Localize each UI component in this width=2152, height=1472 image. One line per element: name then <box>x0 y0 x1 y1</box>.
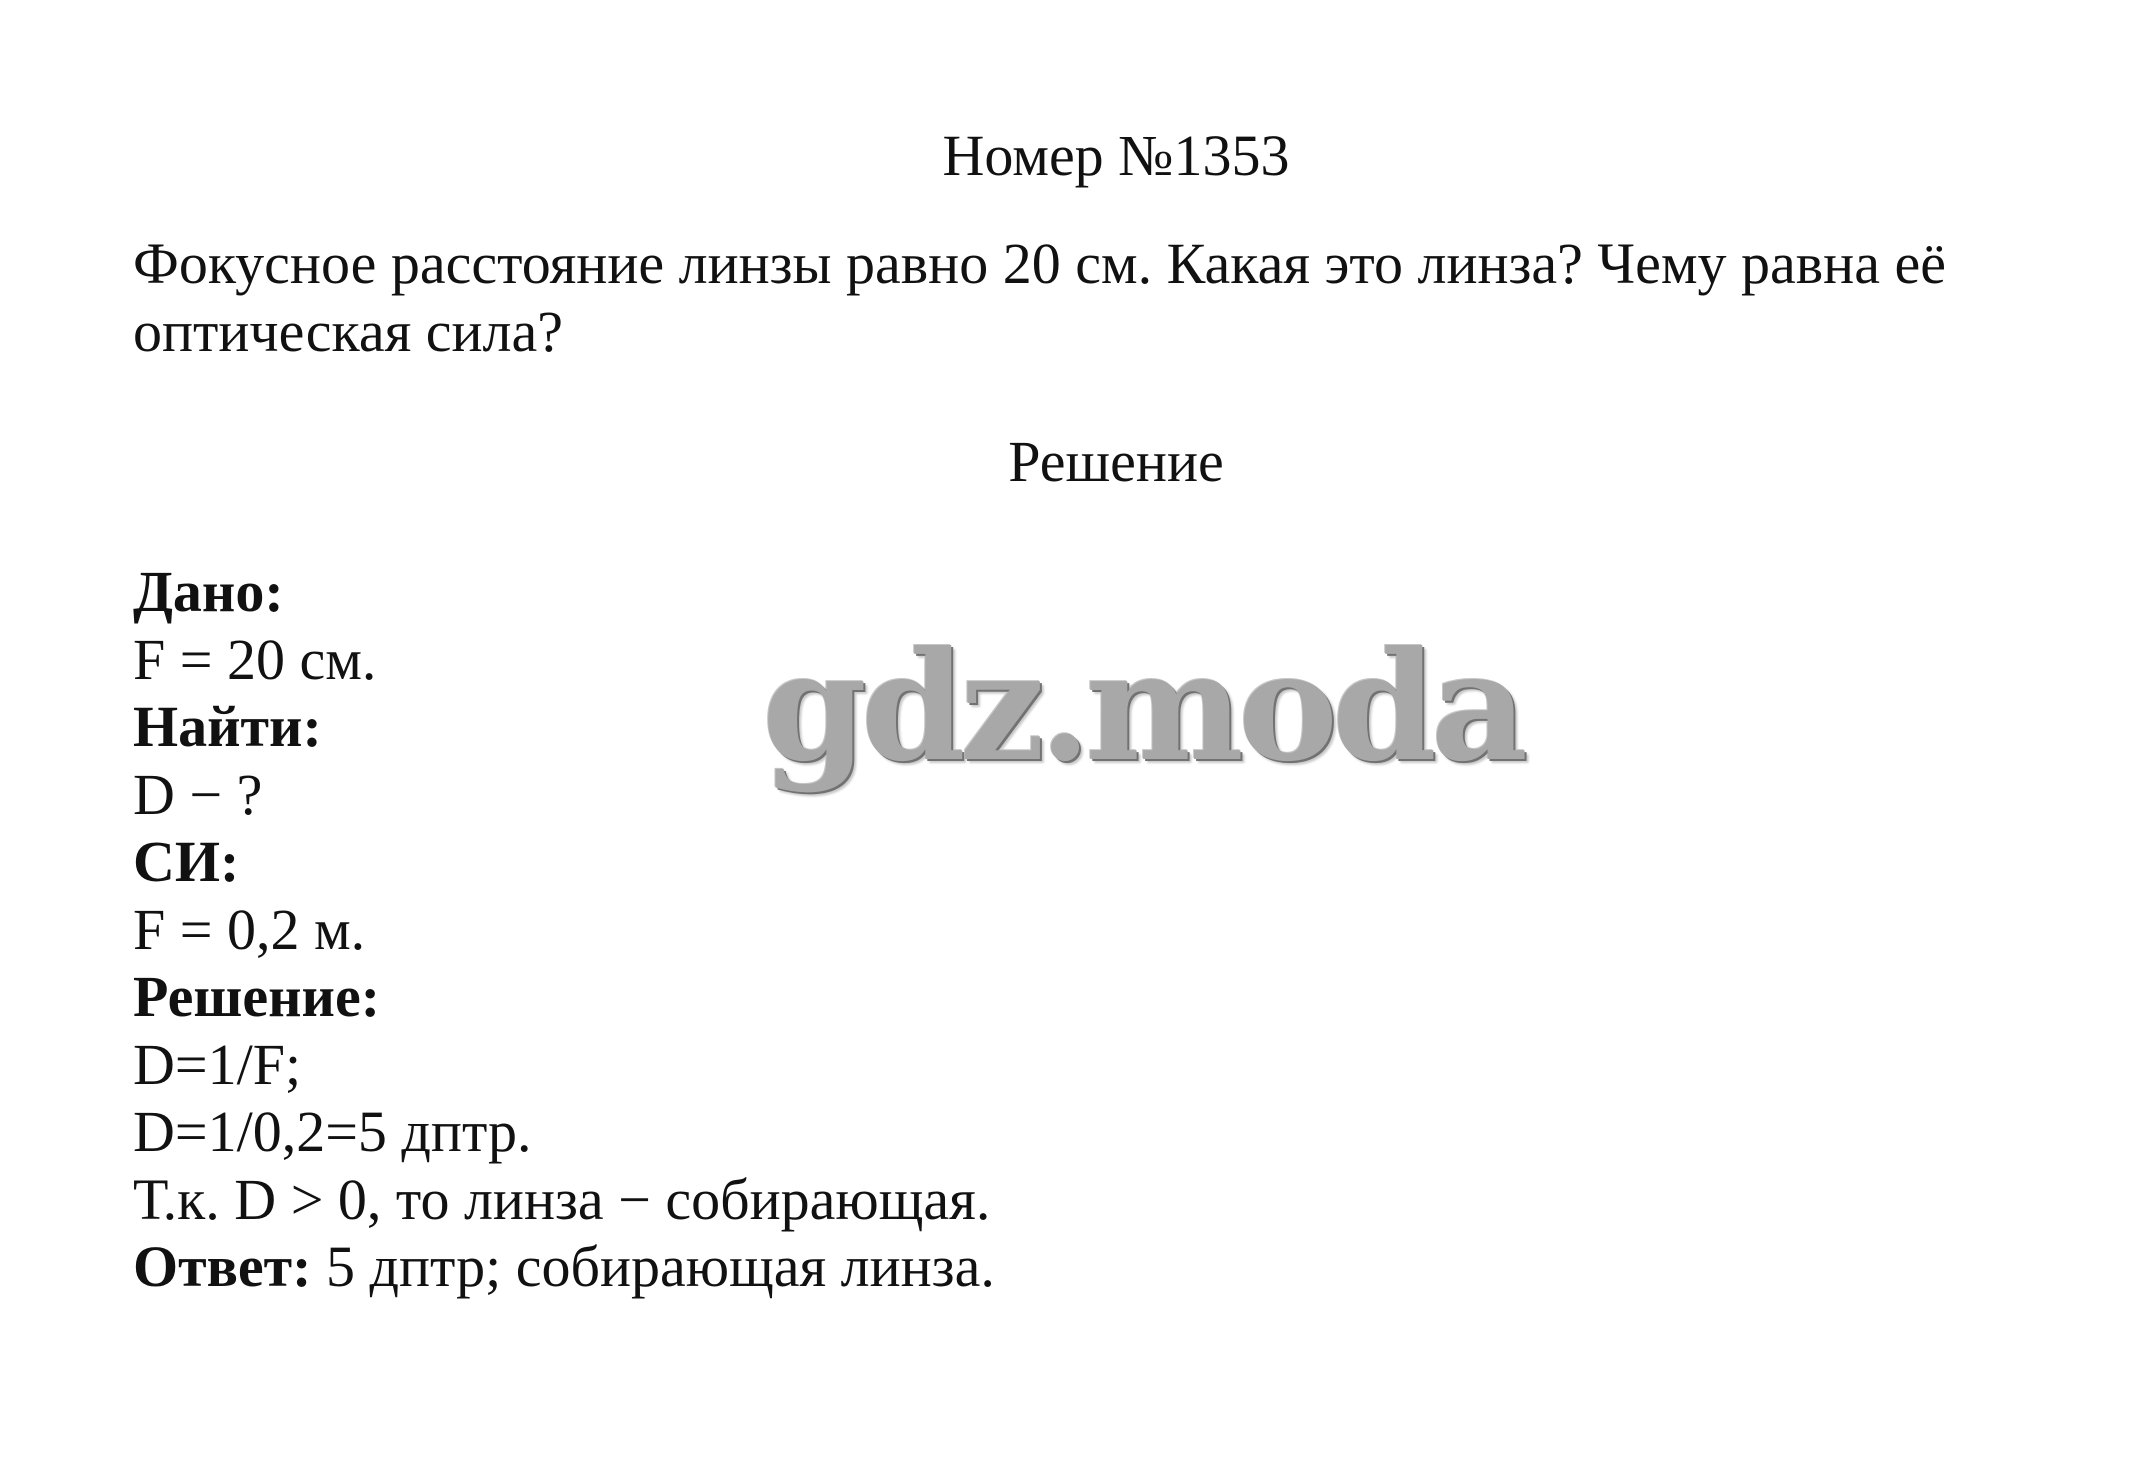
answer-line <box>133 1233 995 1301</box>
problem-statement <box>133 230 2033 366</box>
answer-value: 5 дптр; собирающая линза. <box>311 1234 995 1299</box>
solution-line-1: D=1/F; <box>133 1031 302 1097</box>
si-value: F = 0,2 м. <box>133 896 366 962</box>
si-label: СИ: <box>133 829 240 894</box>
solution-line-3: Т.к. D > 0, то линза − собирающая. <box>133 1166 991 1232</box>
problem-text-line-2: оптическая сила? <box>133 299 563 364</box>
solution-heading: Решение <box>1008 429 1224 494</box>
given-value: F = 20 см. <box>133 626 377 692</box>
problem-text-line-1: Фокусное расстояние линзы равно 20 см. Какая это линза? Чему равна её <box>133 231 1946 296</box>
watermark-logo: gdz.moda <box>762 619 1523 795</box>
answer-label: Ответ: <box>133 1234 312 1299</box>
given-label: Дано: <box>133 559 284 624</box>
find-label: Найти: <box>133 694 322 759</box>
solution-label: Решение: <box>133 964 381 1029</box>
find-value: D − ? <box>133 761 263 827</box>
solution-line-2: D=1/0,2=5 дптр. <box>133 1099 532 1164</box>
problem-number-title: Номер №1353 <box>942 123 1290 188</box>
